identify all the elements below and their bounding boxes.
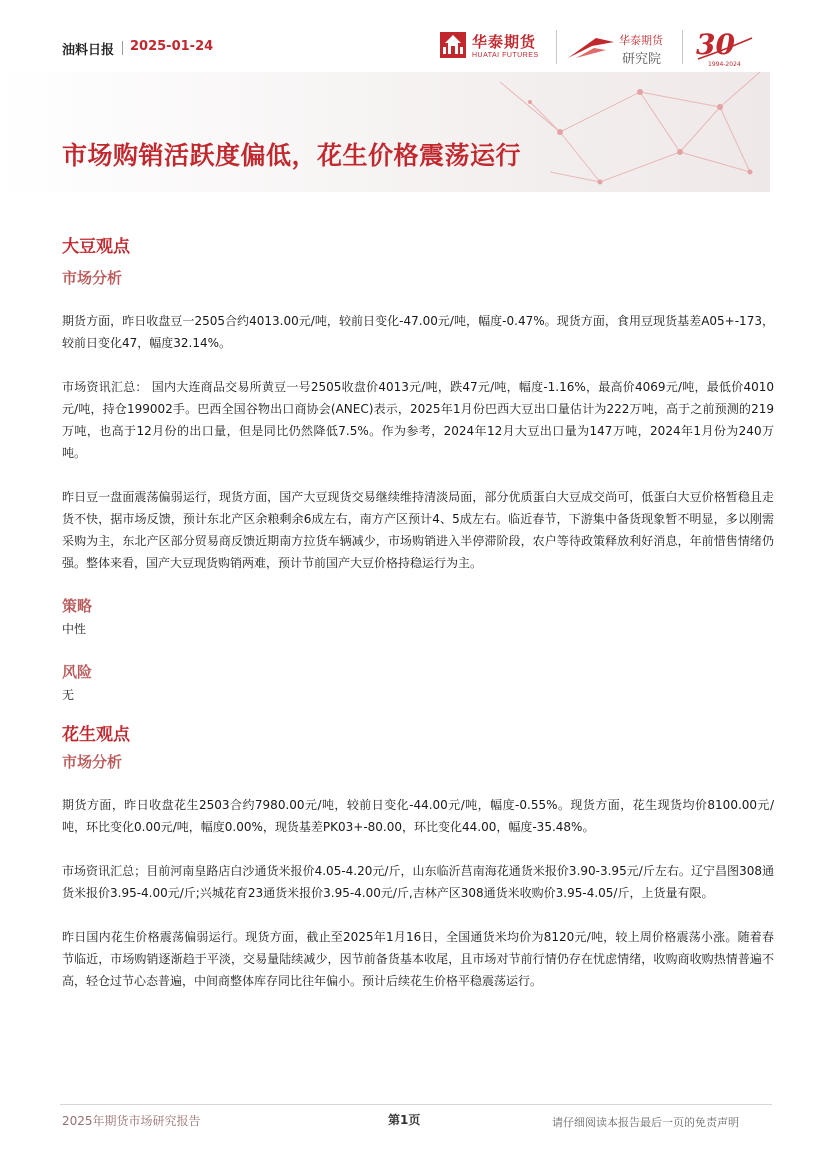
subheading-strategy: 策略 — [62, 597, 93, 615]
report-date: 2025-01-24 — [130, 39, 214, 54]
disclaimer-notice: 请仔细阅读本报告最后一页的免责声明 — [552, 1116, 739, 1129]
anniversary-logo-icon — [694, 26, 756, 68]
paragraph: 市场资讯汇总： 国内大连商品交易所黄豆一号2505收盘价4013元/吨，跌47元/吨，幅度-1.16%，最高价4069元/吨，最低价4010元/吨，持仓199002手。巴西全国谷物出口商协会(ANEC)表示，2025年1月份巴西大豆出口量估计为222万吨，高于之前预测的219万吨，也高于12月份的出口量，但是同比仍然降低7.5%。作为参考，2024年12月大豆出口量为147万吨，2024年1月份为240万吨。 — [62, 380, 774, 460]
page-title: 市场购销活跃度偏低，花生价格震荡运行 — [62, 141, 522, 170]
logo-divider — [556, 30, 557, 64]
paragraph: 期货方面，昨日收盘花生2503合约7980.00元/吨，较前日变化-44.00元/吨，幅度-0.55%。现货方面，花生现货均价8100.00元/吨，环比变化0.00元/吨，幅度0.00%，现货基差PK03+-80.00，环比变化44.00，幅度-35.48%。 — [62, 798, 774, 834]
paragraph: 市场资讯汇总；目前河南皇路店白沙通货米报价4.05-4.20元/斤，山东临沂莒南海花通货米报价3.90-3.95元/斤左右。辽宁昌图308通货米报价3.95-4.00元/斤;兴城花育23通货米报价3.95-4.00元/斤,吉林产区308通货米收购价3.95-4.05/斤，上货量有限。 — [62, 864, 774, 900]
footer-report-label: 2025年期货市场研究报告 — [62, 1114, 201, 1128]
section-heading-soybean: 大豆观点 — [62, 237, 130, 257]
paragraph: 昨日国内花生价格震荡偏弱运行。现货方面，截止至2025年1月16日，全国通货米均价为8120元/吨，较上周价格震荡小涨。随着春节临近，市场购销逐渐趋于平淡，交易量陆续减少，因节前备货基本收尾，且市场对节前行情仍存在忧虑情绪，收购商收购热情普遍不高，轻仓过节心态普遍，中间商整体库存同比往年偏小。预计后续花生价格平稳震荡运行。 — [62, 930, 774, 988]
institute-name-line2: 研究院 — [622, 52, 662, 67]
section-heading-peanut: 花生观点 — [62, 725, 130, 745]
anniversary-years: 1994-2024 — [708, 61, 741, 68]
title-banner — [0, 72, 770, 192]
header-divider — [122, 41, 123, 55]
company-name-en: HUATAI FUTURES — [472, 52, 539, 59]
report-body — [62, 234, 774, 992]
company-name-cn: 华泰期货 — [472, 33, 537, 51]
anniversary-number: 30 — [696, 28, 735, 61]
report-header — [0, 0, 826, 72]
institute-logo-icon — [566, 32, 616, 62]
huatai-logo-icon — [440, 32, 466, 58]
risk-value: 无 — [62, 688, 75, 702]
footer-divider — [60, 1104, 772, 1105]
subheading-market-analysis: 市场分析 — [62, 753, 123, 771]
page-number: 第1页 — [388, 1113, 421, 1127]
paragraph: 期货方面，昨日收盘豆一2505合约4013.00元/吨，较前日变化-47.00元/吨，幅度-0.47%。现货方面，食用豆现货基差A05+-173，较前日变化47，幅度32.14%。 — [62, 314, 774, 350]
network-pattern — [0, 72, 770, 192]
logo-divider — [682, 30, 683, 64]
institute-name-line1: 华泰期货 — [619, 34, 663, 47]
report-type: 油料日报 — [62, 43, 115, 58]
subheading-risk: 风险 — [62, 663, 93, 681]
subheading-market-analysis: 市场分析 — [62, 269, 123, 287]
paragraph: 昨日豆一盘面震荡偏弱运行，现货方面，国产大豆现货交易继续维持清淡局面，部分优质蛋白大豆成交尚可，低蛋白大豆价格暂稳且走货不快，据市场反馈，预计东北产区余粮剩余6成左右，南方产区预计4、5成左右。临近春节，下游集中备货现象暂不明显，多以刚需采购为主，东北产区部分贸易商反馈近期南方拉货车辆减少，市场购销进入半停滞阶段，农户等待政策释放利好消息，年前惜售情绪仍强。整体来看，国产大豆现货购销两难，预计节前国产大豆价格持稳运行为主。 — [62, 490, 774, 570]
strategy-value: 中性 — [62, 622, 87, 636]
